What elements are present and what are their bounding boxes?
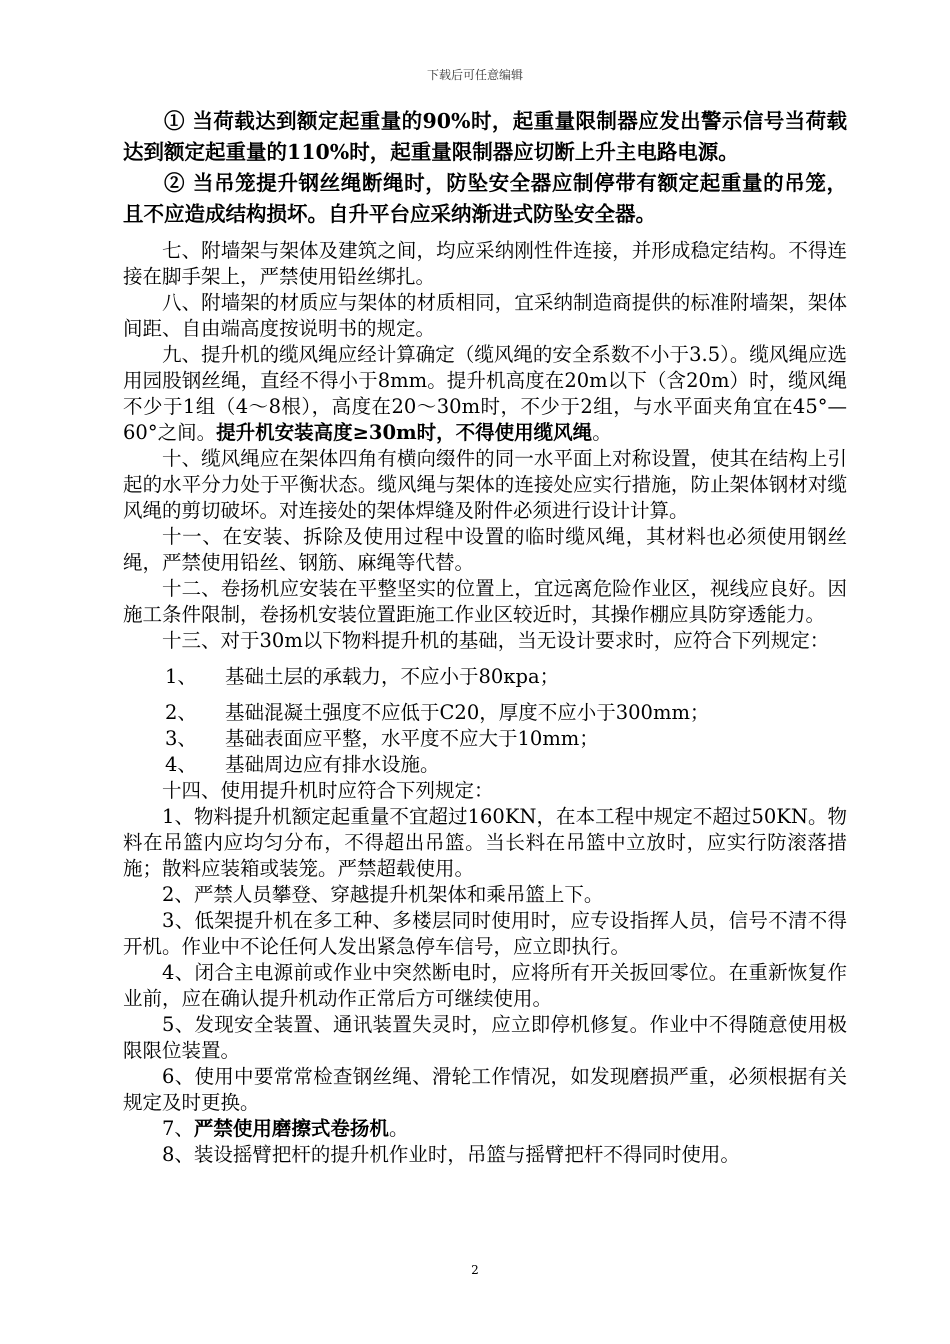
rule-item-1: 1、物料提升机额定起重量不宜超过160KN，在本工程中规定不超过50KN。物料在吊篮内应均匀分布，不得超出吊篮。当长料在吊篮中立放时，应实行防滚落措施；散料应装箱或装笼。严禁超载使用。 [123,805,847,880]
list-item-text: 基础表面应平整，水平度不应大于10mm； [225,727,599,750]
list-item-text: 基础混凝土强度不应低于C20，厚度不应小于300mm； [225,701,710,724]
rule-item-7-number: 7、 [162,1117,194,1140]
rule-item-4: 4、闭合主电源前或作业中突然断电时，应将所有开关扳回零位。在重新恢复作业前，应在确认提升机动作正常后方可继续使用。 [123,961,847,1010]
list-item [123,726,847,752]
paragraph-9-text: 九、提升机的缆风绳应经计算确定（缆风绳的安全系数不小于3.5）。缆风绳应选用园股钢丝绳，直经不得小于8mm。提升机高度在20m以下（含20m）时，缆风绳不少于1组（4～8根），高度在20～30m时，不少于2组，与水平面夹角宜在45°—60°之间。 [123,343,847,444]
paragraph-14: 十四、使用提升机时应符合下列规定： [162,779,494,802]
rule-item-5: 5、发现安全装置、通讯装置失灵时，应立即停机修复。作业中不得随意使用极限限位装置。 [123,1013,847,1062]
list-item [123,752,847,778]
paragraph-11: 十一、在安装、拆除及使用过程中设置的临时缆风绳，其材料也必须使用钢丝绳，严禁使用铅丝、钢筋、麻绳等代替。 [123,525,847,574]
paragraph-13: 十三、对于30m以下物料提升机的基础，当无设计要求时，应符合下列规定： [162,629,830,652]
rule-item-7-bold-text: 严禁使用磨擦式卷扬机 [193,1117,389,1140]
list-item-number: 3、 [165,727,197,750]
paragraph-9-end: 。 [592,421,612,444]
list-item [123,664,847,690]
paragraph-8: 八、附墙架的材质应与架体的材质相同，宜采纳制造商提供的标准附墙架，架体间距、自由端高度按说明书的规定。 [123,291,847,340]
document-body [123,106,847,1168]
rule-item-8: 8、装设摇臂把杆的提升机作业时，吊篮与摇臂把杆不得同时使用。 [162,1143,740,1166]
rule-item-6: 6、使用中要常常检查钢丝绳、滑轮工作情况，如发现磨损严重，必须根据有关规定及时更换。 [123,1065,847,1114]
list-item-number: 4、 [165,753,197,776]
rule-item-3: 3、低架提升机在多工种、多楼层同时使用时，应专设指挥人员，信号不清不得开机。作业中不论任何人发出紧急停车信号，应立即执行。 [123,909,847,958]
list-item-text: 基础周边应有排水设施。 [225,753,440,776]
paragraph-12: 十二、卷扬机应安装在平整坚实的位置上，宜远离危险作业区，视线应良好。因施工条件限制，卷扬机安装位置距施工作业区较近时，其操作棚应具防穿透能力。 [123,577,847,626]
rule-item-7-end: 。 [388,1117,409,1140]
rule-item-2: 2、严禁人员攀登、穿越提升机架体和乘吊篮上下。 [162,883,604,906]
paragraph-10: 十、缆风绳应在架体四角有横向缀件的同一水平面上对称设置，使其在结构上引起的水平分力处于平衡状态。缆风绳与架体的连接处应实行措施，防止架体钢材对缆风绳的剪切破坏。对连接处的架体焊缝及附件必须进行设计计算。 [123,447,847,522]
paragraph-9 [123,342,847,446]
list-item-number: 2、 [165,701,197,724]
list-item-number: 1、 [165,665,197,688]
paragraph-7: 七、附墙架与架体及建筑之间，均应采纳刚性件连接，并形成稳定结构。不得连接在脚手架上，严禁使用铅丝绑扎。 [123,239,847,288]
list-item [123,700,847,726]
page-header: 下载后可任意编辑 [426,68,523,82]
list-item-text: 基础土层的承载力，不应小于80кpa； [225,665,560,688]
rule-item-7 [123,1116,847,1142]
page-number: 2 [471,1263,479,1277]
bold-paragraph-2: ② 当吊笼提升钢丝绳断绳时，防坠安全器应制停带有额定起重量的吊笼，且不应造成结构损坏。自升平台应采纳渐进式防坠安全器。 [123,171,847,226]
bold-notes [123,106,847,230]
paragraph-9-bold-text: 提升机安装高度≥30m时，不得使用缆风绳 [216,421,593,444]
bold-paragraph-1: ① 当荷载达到额定起重量的90%时，起重量限制器应发出警示信号当荷载达到额定起重量的110%时，起重量限制器应切断上升主电路电源。 [123,109,847,164]
